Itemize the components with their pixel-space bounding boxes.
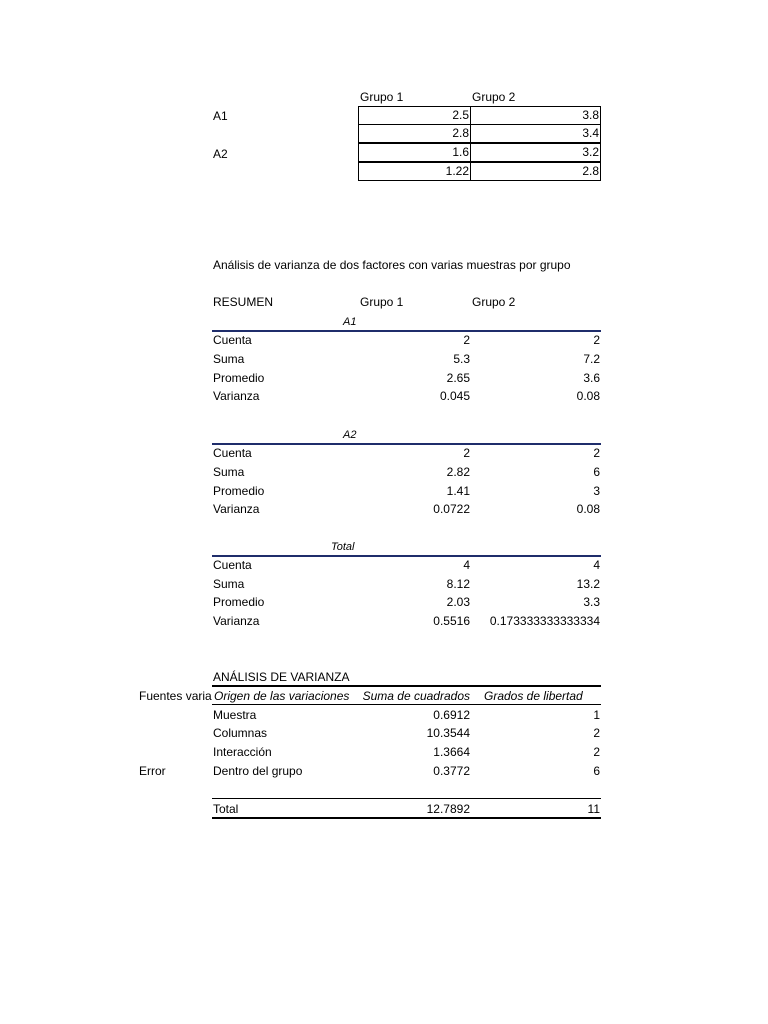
cell-g2: 4: [593, 558, 600, 572]
anova-row-label: Columnas: [213, 726, 268, 740]
cell-g2: 0.08: [576, 389, 600, 403]
input-header-grupo2: Grupo 2: [472, 90, 516, 104]
cell-g1: 4: [463, 558, 470, 572]
input-row-label-a1: A1: [213, 109, 228, 123]
input-cell[interactable]: 3.8: [470, 106, 601, 125]
cell-g1: 0.045: [439, 389, 470, 403]
cell-g1: 8.12: [446, 577, 470, 591]
cell-g2: 3.6: [583, 371, 600, 385]
cell-g2: 3.3: [583, 595, 600, 609]
cell-g1: 2: [463, 333, 470, 347]
row-label: Cuenta: [213, 333, 252, 347]
anova-cell-ss: 0.6912: [433, 708, 470, 722]
input-cell[interactable]: 1.22: [358, 162, 471, 181]
anova-header-rule: [212, 704, 601, 705]
cell-g1: 1.41: [446, 484, 470, 498]
anova-side-label-error: Error: [139, 764, 166, 778]
input-cell[interactable]: 2.8: [470, 162, 601, 181]
cell-g1: 5.3: [453, 352, 470, 366]
anova-row-label: Dentro del grupo: [213, 764, 303, 778]
row-label: Cuenta: [213, 558, 252, 572]
cell-g2: 13.2: [576, 577, 600, 591]
row-label: Promedio: [213, 484, 265, 498]
input-cell[interactable]: 2.5: [358, 106, 471, 125]
cell-g1: 2.82: [446, 465, 470, 479]
anova-total-rule: [212, 798, 601, 799]
anova-title: ANÁLISIS DE VARIANZA: [213, 670, 350, 684]
input-cell[interactable]: 1.6: [358, 143, 471, 162]
resumen-header-grupo2: Grupo 2: [472, 295, 516, 309]
row-label: Varianza: [213, 389, 260, 403]
anova-total-ss: 12.7892: [426, 802, 470, 816]
anova-cell-ss: 1.3664: [433, 745, 470, 759]
anova-cell-df: 1: [593, 708, 600, 722]
anova-header-ss: Suma de cuadrados: [362, 689, 470, 703]
input-cell[interactable]: 3.2: [470, 143, 601, 162]
cell-g2: 2: [593, 446, 600, 460]
cell-g1: 0.0722: [433, 502, 470, 516]
cell-g2: 3: [593, 484, 600, 498]
input-header-grupo1: Grupo 1: [360, 90, 404, 104]
row-label: Varianza: [213, 614, 260, 628]
input-row-label-a2: A2: [213, 147, 228, 161]
anova-header-origen: Origen de las variaciones: [214, 689, 350, 703]
resumen-block-label-total: Total: [331, 541, 355, 553]
cell-g2: 7.2: [583, 352, 600, 366]
row-label: Suma: [213, 352, 245, 366]
row-label: Suma: [213, 577, 245, 591]
anova-report-title: Análisis de varianza de dos factores con varias muestras por grupo: [213, 258, 571, 272]
anova-header-df: Grados de libertad: [484, 689, 583, 703]
resumen-block-label-a2: A2: [343, 429, 357, 441]
anova-row-label: Muestra: [213, 708, 257, 722]
anova-cell-df: 2: [593, 726, 600, 740]
resumen-label: RESUMEN: [213, 295, 274, 309]
anova-cell-df: 2: [593, 745, 600, 759]
input-cell[interactable]: 3.4: [470, 124, 601, 143]
row-label: Varianza: [213, 502, 260, 516]
anova-cell-ss: 0.3772: [433, 764, 470, 778]
anova-total-df: 11: [587, 802, 600, 816]
anova-row-label: Interacción: [213, 745, 272, 759]
cell-g2: 0.08: [576, 502, 600, 516]
cell-g2: 0.173333333333334: [489, 614, 600, 628]
cell-g1: 0.5516: [433, 614, 470, 628]
row-label: Promedio: [213, 595, 265, 609]
cell-g1: 2.03: [446, 595, 470, 609]
anova-side-label: Fuentes varia: [139, 689, 212, 703]
anova-cell-df: 6: [593, 764, 600, 778]
anova-bottom-rule: [212, 817, 601, 819]
cell-g1: 2.65: [446, 371, 470, 385]
anova-cell-ss: 10.3544: [426, 726, 470, 740]
resumen-header-grupo1: Grupo 1: [360, 295, 404, 309]
row-label: Suma: [213, 465, 245, 479]
row-label: Promedio: [213, 371, 265, 385]
anova-total-label: Total: [213, 802, 239, 816]
input-cell[interactable]: 2.8: [358, 124, 471, 143]
cell-g2: 2: [593, 333, 600, 347]
cell-g1: 2: [463, 446, 470, 460]
resumen-block-label-a1: A1: [343, 316, 357, 328]
row-label: Cuenta: [213, 446, 252, 460]
cell-g2: 6: [593, 465, 600, 479]
